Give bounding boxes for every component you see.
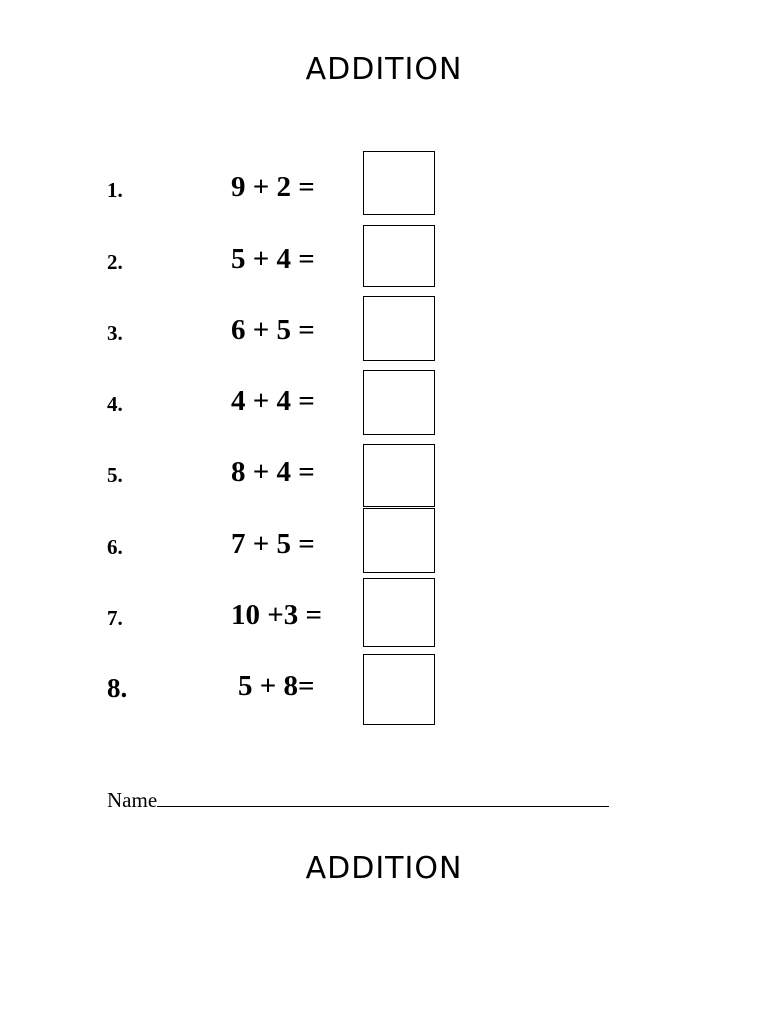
problem-equation: 5 + 4 = bbox=[231, 243, 315, 275]
problem-number: 8. bbox=[107, 673, 128, 703]
answer-box[interactable] bbox=[363, 578, 435, 647]
problem-number: 7. bbox=[107, 606, 123, 630]
answer-box[interactable] bbox=[363, 296, 435, 361]
worksheet-title: ADDITION bbox=[305, 52, 463, 87]
problem-number: 6. bbox=[107, 535, 123, 559]
problem-number: 2. bbox=[107, 250, 123, 274]
name-field bbox=[107, 786, 609, 813]
answer-box[interactable] bbox=[363, 508, 435, 573]
problem-equation: 7 + 5 = bbox=[231, 528, 315, 560]
problem-number: 3. bbox=[107, 321, 123, 345]
answer-box[interactable] bbox=[363, 370, 435, 435]
problem-equation: 4 + 4 = bbox=[231, 385, 315, 417]
problem-equation: 6 + 5 = bbox=[231, 314, 315, 346]
problem-equation: 5 + 8= bbox=[238, 670, 315, 702]
name-input-line[interactable] bbox=[157, 786, 609, 807]
problem-equation: 9 + 2 = bbox=[231, 171, 315, 203]
problem-number: 1. bbox=[107, 178, 123, 202]
problem-equation: 8 + 4 = bbox=[231, 456, 315, 488]
answer-box[interactable] bbox=[363, 654, 435, 725]
problem-number: 4. bbox=[107, 392, 123, 416]
answer-box[interactable] bbox=[363, 151, 435, 215]
answer-box[interactable] bbox=[363, 444, 435, 507]
problem-number: 5. bbox=[107, 463, 123, 487]
problem-equation: 10 +3 = bbox=[231, 599, 323, 631]
name-label: Name bbox=[107, 788, 158, 812]
worksheet-title-repeat: ADDITION bbox=[305, 851, 463, 886]
answer-box[interactable] bbox=[363, 225, 435, 287]
